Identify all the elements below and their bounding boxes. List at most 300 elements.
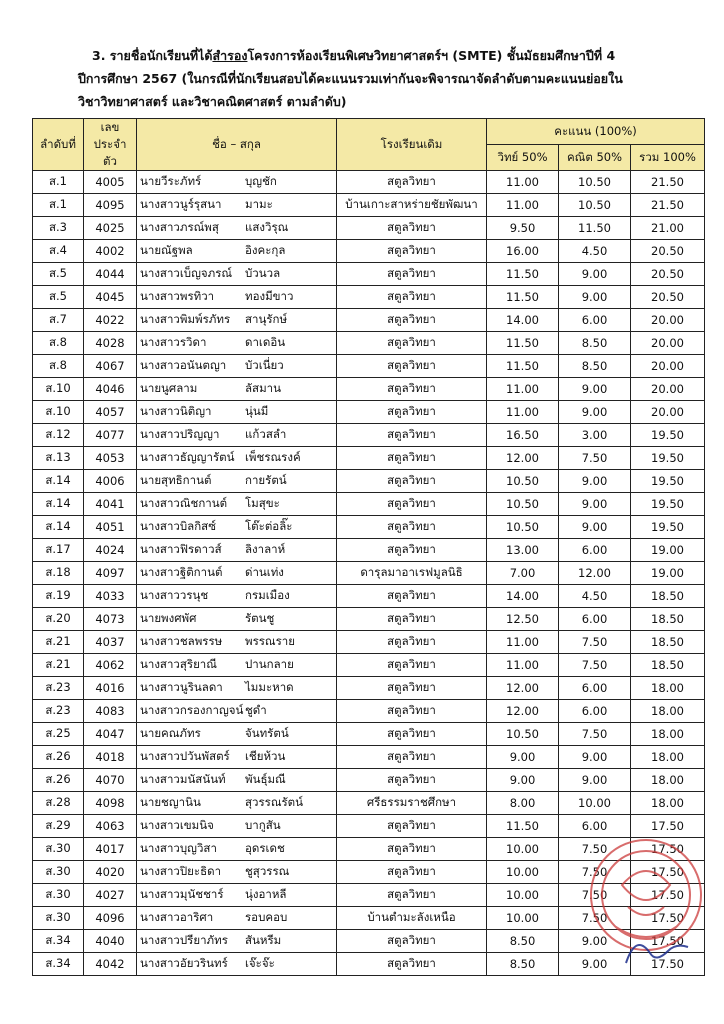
rank-cell: ส.17 (33, 539, 84, 562)
total-score-cell: 18.50 (631, 608, 705, 631)
math-score-cell: 6.00 (559, 815, 631, 838)
table-body (33, 171, 705, 976)
table-row (33, 516, 705, 539)
name-cell (137, 746, 337, 769)
table-header (33, 119, 705, 171)
sci-score-cell: 12.00 (487, 700, 559, 723)
school-cell: สตูลวิทยา (337, 539, 487, 562)
last-name: ลิงาลาห์ (245, 542, 286, 556)
table-row (33, 746, 705, 769)
total-score-cell: 17.50 (631, 930, 705, 953)
total-score-cell: 20.50 (631, 240, 705, 263)
math-score-cell: 4.50 (559, 585, 631, 608)
last-name: รอบคอบ (245, 910, 288, 924)
school-cell: สตูลวิทยา (337, 930, 487, 953)
math-score-cell: 7.50 (559, 447, 631, 470)
math-score-cell: 9.00 (559, 930, 631, 953)
total-score-cell: 19.00 (631, 539, 705, 562)
school-cell: สตูลวิทยา (337, 217, 487, 240)
school-cell: สตูลวิทยา (337, 585, 487, 608)
total-score-cell: 19.50 (631, 516, 705, 539)
table-row (33, 470, 705, 493)
id-cell: 4051 (84, 516, 137, 539)
math-score-cell: 6.00 (559, 539, 631, 562)
last-name: นุ่นมี (245, 404, 269, 418)
name-cell (137, 263, 337, 286)
sci-score-cell: 10.50 (487, 723, 559, 746)
school-cell: บ้านเกาะสาหร่ายชัยพัฒนา (337, 194, 487, 217)
name-cell (137, 539, 337, 562)
last-name: กายรัตน์ (245, 473, 287, 487)
id-cell: 4028 (84, 332, 137, 355)
name-cell (137, 562, 337, 585)
header-line-1-rest: โครงการห้องเรียนพิเศษวิทยาศาสตร์ฯ (SMTE) ชั้นมัธยมศึกษาปีที่ 4 (247, 48, 616, 63)
first-name: นางสาวมุนัชชาร์ (140, 887, 224, 901)
school-cell: สตูลวิทยา (337, 631, 487, 654)
sci-score-cell: 12.00 (487, 677, 559, 700)
rank-cell: ส.3 (33, 217, 84, 240)
table-row (33, 631, 705, 654)
math-score-cell: 12.00 (559, 562, 631, 585)
header-underlined-word: สำรอง (212, 48, 248, 63)
id-cell: 4020 (84, 861, 137, 884)
header-line-3: วิชาวิทยาศาสตร์ และวิชาคณิตศาสตร์ ตามลำดับ) (78, 94, 347, 109)
total-score-cell: 21.00 (631, 217, 705, 240)
name-cell (137, 309, 337, 332)
rank-cell: ส.30 (33, 884, 84, 907)
name-cell (137, 907, 337, 930)
name-cell (137, 930, 337, 953)
first-name: นางสาวฐิติกานต์ (140, 565, 223, 579)
col-school-header: โรงเรียนเดิม (337, 119, 487, 171)
total-score-cell: 20.00 (631, 309, 705, 332)
total-score-cell: 20.00 (631, 355, 705, 378)
table-row (33, 608, 705, 631)
rank-cell: ส.26 (33, 769, 84, 792)
name-cell (137, 884, 337, 907)
name-cell (137, 838, 337, 861)
school-cell: สตูลวิทยา (337, 746, 487, 769)
last-name: รัตนชู (245, 611, 275, 625)
math-score-cell: 3.00 (559, 424, 631, 447)
id-cell: 4062 (84, 654, 137, 677)
total-score-cell: 19.50 (631, 424, 705, 447)
school-cell: ศรีธรรมราชศึกษา (337, 792, 487, 815)
math-score-cell: 6.00 (559, 608, 631, 631)
last-name: พันธุ์มณี (245, 772, 286, 786)
total-score-cell: 17.50 (631, 907, 705, 930)
school-cell: สตูลวิทยา (337, 608, 487, 631)
table-row (33, 240, 705, 263)
school-cell: สตูลวิทยา (337, 677, 487, 700)
sci-score-cell: 11.50 (487, 355, 559, 378)
name-cell (137, 585, 337, 608)
first-name: นางสาวพรทิวา (140, 289, 215, 303)
sci-score-cell: 13.00 (487, 539, 559, 562)
col-rank-header: ลำดับที่ (33, 119, 84, 171)
name-cell (137, 792, 337, 815)
name-cell (137, 378, 337, 401)
first-name: นางสาวอาริศา (140, 910, 214, 924)
document-header (78, 44, 698, 113)
first-name: นายวีระภัทร์ (140, 174, 202, 188)
name-cell (137, 332, 337, 355)
sci-score-cell: 11.00 (487, 654, 559, 677)
math-score-cell: 10.50 (559, 171, 631, 194)
total-score-cell: 17.50 (631, 884, 705, 907)
last-name: อิงคะกุล (245, 243, 286, 257)
first-name: นางสาวฟิรดาวส์ (140, 542, 222, 556)
first-name: นางสาวกรองกาญจน์ (140, 703, 244, 717)
table-row (33, 585, 705, 608)
total-score-cell: 19.50 (631, 470, 705, 493)
col-math-header: คณิต 50% (559, 145, 631, 171)
id-cell: 4022 (84, 309, 137, 332)
last-name: มามะ (245, 197, 273, 211)
first-name: นายณัฐพล (140, 243, 193, 257)
math-score-cell: 8.50 (559, 332, 631, 355)
id-cell: 4042 (84, 953, 137, 976)
last-name: อุดรเดช (245, 841, 285, 855)
total-score-cell: 20.00 (631, 378, 705, 401)
last-name: บัวเนี่ยว (245, 358, 284, 372)
sci-score-cell: 10.00 (487, 907, 559, 930)
last-name: เชียห้วน (245, 749, 286, 763)
first-name: นางสาวบุญวิสา (140, 841, 217, 855)
rank-cell: ส.30 (33, 907, 84, 930)
table-row (33, 424, 705, 447)
first-name: นางสาววรนุช (140, 588, 209, 602)
table-row (33, 309, 705, 332)
rank-cell: ส.26 (33, 746, 84, 769)
school-cell: สตูลวิทยา (337, 171, 487, 194)
math-score-cell: 7.50 (559, 723, 631, 746)
school-cell: สตูลวิทยา (337, 424, 487, 447)
name-cell (137, 401, 337, 424)
school-cell: สตูลวิทยา (337, 723, 487, 746)
rank-cell: ส.19 (33, 585, 84, 608)
name-cell (137, 654, 337, 677)
math-score-cell: 9.00 (559, 769, 631, 792)
id-cell: 4067 (84, 355, 137, 378)
id-cell: 4096 (84, 907, 137, 930)
sci-score-cell: 11.50 (487, 263, 559, 286)
school-cell: สตูลวิทยา (337, 769, 487, 792)
name-cell (137, 447, 337, 470)
rank-cell: ส.14 (33, 493, 84, 516)
school-cell: สตูลวิทยา (337, 332, 487, 355)
school-cell: สตูลวิทยา (337, 378, 487, 401)
rank-cell: ส.18 (33, 562, 84, 585)
id-cell: 4046 (84, 378, 137, 401)
last-name: เจ๊ะจ๊ะ (245, 956, 275, 970)
last-name: กรมเมือง (245, 588, 290, 602)
math-score-cell: 10.50 (559, 194, 631, 217)
total-score-cell: 18.50 (631, 631, 705, 654)
rank-cell: ส.1 (33, 171, 84, 194)
id-cell: 4040 (84, 930, 137, 953)
rank-cell: ส.10 (33, 401, 84, 424)
math-score-cell: 6.00 (559, 309, 631, 332)
rank-cell: ส.14 (33, 470, 84, 493)
first-name: นางสาวปิยะธิดา (140, 864, 222, 878)
math-score-cell: 9.00 (559, 746, 631, 769)
last-name: บากูสัน (245, 818, 281, 832)
school-cell: สตูลวิทยา (337, 884, 487, 907)
table-row (33, 562, 705, 585)
last-name: สุวรรณรัตน์ (245, 795, 304, 809)
id-cell: 4057 (84, 401, 137, 424)
table-row (33, 332, 705, 355)
math-score-cell: 9.00 (559, 953, 631, 976)
total-score-cell: 18.00 (631, 700, 705, 723)
sci-score-cell: 16.00 (487, 240, 559, 263)
name-cell (137, 608, 337, 631)
sci-score-cell: 14.00 (487, 309, 559, 332)
id-cell: 4018 (84, 746, 137, 769)
name-cell (137, 769, 337, 792)
sci-score-cell: 11.00 (487, 171, 559, 194)
sci-score-cell: 10.00 (487, 861, 559, 884)
school-cell: สตูลวิทยา (337, 700, 487, 723)
table-row (33, 286, 705, 309)
math-score-cell: 9.00 (559, 401, 631, 424)
id-cell: 4097 (84, 562, 137, 585)
sci-score-cell: 9.00 (487, 769, 559, 792)
math-score-cell: 6.00 (559, 677, 631, 700)
last-name: ดาเดอิน (245, 335, 286, 349)
first-name: นางสาวณิชกานต์ (140, 496, 228, 510)
sci-score-cell: 9.50 (487, 217, 559, 240)
id-cell: 4037 (84, 631, 137, 654)
total-score-cell: 17.50 (631, 838, 705, 861)
id-cell: 4024 (84, 539, 137, 562)
last-name: ปานกลาย (245, 657, 294, 671)
school-cell: สตูลวิทยา (337, 654, 487, 677)
total-score-cell: 18.50 (631, 585, 705, 608)
table-row (33, 815, 705, 838)
school-cell: สตูลวิทยา (337, 286, 487, 309)
rank-cell: ส.8 (33, 332, 84, 355)
school-cell: สตูลวิทยา (337, 401, 487, 424)
name-cell (137, 700, 337, 723)
math-score-cell: 7.50 (559, 838, 631, 861)
header-line-1 (78, 44, 698, 67)
table-row (33, 769, 705, 792)
sci-score-cell: 11.00 (487, 378, 559, 401)
sci-score-cell: 7.00 (487, 562, 559, 585)
id-cell: 4083 (84, 700, 137, 723)
first-name: นางสาวพิมพ์รภัทร (140, 312, 231, 326)
sci-score-cell: 10.50 (487, 516, 559, 539)
id-cell: 4041 (84, 493, 137, 516)
name-cell (137, 723, 337, 746)
sci-score-cell: 8.50 (487, 953, 559, 976)
col-score-group-header: คะแนน (100%) (487, 119, 705, 145)
col-id-header: เลขประจำตัว (84, 119, 137, 171)
math-score-cell: 9.00 (559, 378, 631, 401)
total-score-cell: 21.50 (631, 194, 705, 217)
last-name: สันหรีม (245, 933, 282, 947)
school-cell: สตูลวิทยา (337, 516, 487, 539)
first-name: นางสาวภรณ์พสุ (140, 220, 219, 234)
last-name: ชูสุวรรณ (245, 864, 290, 878)
school-cell: สตูลวิทยา (337, 263, 487, 286)
name-cell (137, 470, 337, 493)
school-cell: สตูลวิทยา (337, 240, 487, 263)
rank-cell: ส.5 (33, 263, 84, 286)
name-cell (137, 217, 337, 240)
rank-cell: ส.21 (33, 654, 84, 677)
math-score-cell: 7.50 (559, 884, 631, 907)
last-name: จันทรัตน์ (245, 726, 289, 740)
last-name: บัวนวล (245, 266, 281, 280)
header-line-2: ปีการศึกษา 2567 (ในกรณีที่นักเรียนสอบได้คะแนนรวมเท่ากันจะพิจารณาจัดลำดับตามคะแนนย่อยใน (78, 71, 623, 86)
col-total-header: รวม 100% (631, 145, 705, 171)
id-cell: 4005 (84, 171, 137, 194)
id-cell: 4047 (84, 723, 137, 746)
table-row (33, 792, 705, 815)
table-row (33, 930, 705, 953)
id-cell: 4098 (84, 792, 137, 815)
sci-score-cell: 11.50 (487, 332, 559, 355)
rank-cell: ส.30 (33, 838, 84, 861)
rank-cell: ส.23 (33, 700, 84, 723)
first-name: นางสาวนิติญา (140, 404, 212, 418)
table-row (33, 493, 705, 516)
total-score-cell: 20.50 (631, 286, 705, 309)
rank-cell: ส.29 (33, 815, 84, 838)
last-name: ชูดำ (245, 703, 267, 717)
rank-cell: ส.23 (33, 677, 84, 700)
name-cell (137, 171, 337, 194)
last-name: นุ่งอาหลี (245, 887, 287, 901)
math-score-cell: 9.00 (559, 493, 631, 516)
first-name: นายคณภัทร (140, 726, 201, 740)
total-score-cell: 20.50 (631, 263, 705, 286)
sci-score-cell: 9.00 (487, 746, 559, 769)
id-cell: 4053 (84, 447, 137, 470)
rank-cell: ส.25 (33, 723, 84, 746)
rank-cell: ส.10 (33, 378, 84, 401)
first-name: นางสาวเขมนิจ (140, 818, 214, 832)
sci-score-cell: 10.50 (487, 470, 559, 493)
math-score-cell: 7.50 (559, 631, 631, 654)
name-cell (137, 861, 337, 884)
school-cell: สตูลวิทยา (337, 861, 487, 884)
name-cell (137, 953, 337, 976)
sci-score-cell: 11.00 (487, 401, 559, 424)
name-cell (137, 677, 337, 700)
table-row (33, 355, 705, 378)
sci-score-cell: 11.50 (487, 286, 559, 309)
rank-cell: ส.34 (33, 930, 84, 953)
table-row (33, 194, 705, 217)
table-row (33, 447, 705, 470)
math-score-cell: 10.00 (559, 792, 631, 815)
first-name: นางสาวเบ็ญจภรณ์ (140, 266, 233, 280)
last-name: แสงวิรุณ (245, 220, 289, 234)
math-score-cell: 9.00 (559, 470, 631, 493)
math-score-cell: 7.50 (559, 861, 631, 884)
table-row (33, 677, 705, 700)
table-row (33, 907, 705, 930)
first-name: นายนูศลาม (140, 381, 198, 395)
school-cell: สตูลวิทยา (337, 447, 487, 470)
name-cell (137, 631, 337, 654)
table-row (33, 700, 705, 723)
table-row (33, 378, 705, 401)
first-name: นางสาวชลพรรษ (140, 634, 223, 648)
rank-cell: ส.1 (33, 194, 84, 217)
id-cell: 4045 (84, 286, 137, 309)
last-name: โต๊ะต่อลิ๊ะ (245, 519, 293, 533)
school-cell: สตูลวิทยา (337, 838, 487, 861)
first-name: นางสาวนูร์รุสนา (140, 197, 222, 211)
id-cell: 4070 (84, 769, 137, 792)
total-score-cell: 18.50 (631, 654, 705, 677)
last-name: ลัสมาน (245, 381, 281, 395)
school-cell: บ้านตำมะลังเหนือ (337, 907, 487, 930)
table-row (33, 838, 705, 861)
first-name: นางสาวบิลกิสซ์ (140, 519, 217, 533)
school-cell: สตูลวิทยา (337, 493, 487, 516)
first-name: นายชญานิน (140, 795, 201, 809)
sci-score-cell: 11.00 (487, 194, 559, 217)
last-name: แก้วสลำ (245, 427, 287, 441)
id-cell: 4033 (84, 585, 137, 608)
table-row (33, 654, 705, 677)
first-name: นางสาวธัญญารัตน์ (140, 450, 235, 464)
sci-score-cell: 12.50 (487, 608, 559, 631)
sci-score-cell: 11.50 (487, 815, 559, 838)
first-name: นางสาวปวันพัสตร์ (140, 749, 230, 763)
first-name: นางสาวนูรินลดา (140, 680, 223, 694)
school-cell: ดารุลมาอาเรฟมูลนิธิ (337, 562, 487, 585)
sci-score-cell: 8.50 (487, 930, 559, 953)
total-score-cell: 19.50 (631, 447, 705, 470)
table-row (33, 171, 705, 194)
name-cell (137, 424, 337, 447)
school-cell: สตูลวิทยา (337, 355, 487, 378)
rank-cell: ส.21 (33, 631, 84, 654)
sci-score-cell: 8.00 (487, 792, 559, 815)
rank-cell: ส.34 (33, 953, 84, 976)
col-sci-header: วิทย์ 50% (487, 145, 559, 171)
col-name-header: ชื่อ – สกุล (137, 119, 337, 171)
rank-cell: ส.7 (33, 309, 84, 332)
total-score-cell: 18.00 (631, 769, 705, 792)
total-score-cell: 18.00 (631, 746, 705, 769)
name-cell (137, 194, 337, 217)
math-score-cell: 6.00 (559, 700, 631, 723)
math-score-cell: 9.00 (559, 286, 631, 309)
rank-cell: ส.20 (33, 608, 84, 631)
rank-cell: ส.5 (33, 286, 84, 309)
first-name: นางสาวปริญญา (140, 427, 220, 441)
sci-score-cell: 10.00 (487, 838, 559, 861)
math-score-cell: 9.00 (559, 516, 631, 539)
header-prefix: 3. รายชื่อนักเรียนที่ได้ (92, 48, 213, 63)
last-name: ไมมะหาด (245, 680, 294, 694)
name-cell (137, 355, 337, 378)
id-cell: 4017 (84, 838, 137, 861)
math-score-cell: 9.00 (559, 263, 631, 286)
table-row (33, 217, 705, 240)
rank-cell: ส.8 (33, 355, 84, 378)
id-cell: 4025 (84, 217, 137, 240)
name-cell (137, 516, 337, 539)
